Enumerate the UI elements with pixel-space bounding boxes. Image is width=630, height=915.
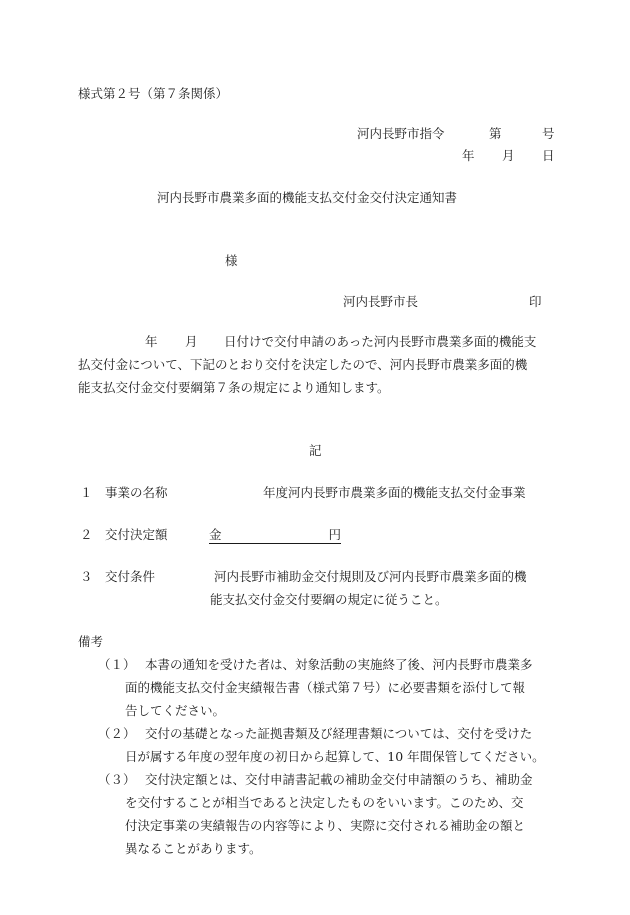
recipient-suffix: 様 (225, 253, 238, 268)
body-line-1: 日付けで交付申請のあった河内長野市農業多面的機能支 (224, 334, 537, 349)
note-3-line-3: 付決定事業の実績報告の内容等により、実際に交付される補助金の額と (125, 818, 526, 833)
amount-prefix: 金 (209, 527, 222, 542)
doc-number-dai: 第 (489, 126, 502, 141)
note-3-line-2: を交付することが相当であると決定したものをいいます。このため、交 (125, 795, 524, 810)
item-2-label: 交付決定額 (105, 527, 168, 542)
item-3-value-line-1: 河内長野市補助金交付規則及び河内長野市農業多面的機 (214, 569, 527, 584)
item-3-number: ３ (80, 569, 93, 584)
body-line-2: 払交付金について、下記のとおり交付を決定したので、河内長野市農業多面的機 (78, 357, 528, 372)
ki-label: 記 (309, 443, 322, 458)
date-month: 月 (502, 148, 515, 163)
note-1-line-1: 本書の通知を受けた者は、対象活動の実施終了後、河内長野市農業多 (145, 657, 533, 672)
note-1-number: （１） (98, 657, 136, 672)
item-1-label: 事業の名称 (105, 485, 168, 500)
item-1-number: １ (80, 485, 93, 500)
note-3-number: （３） (98, 772, 136, 787)
note-3-line-1: 交付決定額とは、交付申請書記載の補助金交付申請額のうち、補助金 (145, 772, 533, 787)
document-title: 河内長野市農業多面的機能支払交付金交付決定通知書 (157, 190, 458, 205)
note-2-line-2: 日が属する年度の翌年度の初日から起算して、10 年間保管してください。 (125, 749, 545, 764)
amount-field (209, 529, 341, 544)
form-number: 様式第２号（第７条関係） (78, 86, 229, 101)
amount-suffix: 円 (328, 527, 341, 542)
body-line-3: 能支払交付金交付要綱第７条の規定により通知します。 (78, 380, 390, 395)
sender-name: 河内長野市長 (343, 294, 419, 309)
note-1-line-3: 告してください。 (125, 703, 226, 718)
note-1-line-2: 面的機能支払交付金実績報告書（様式第７号）に必要書類を添付して報 (125, 680, 526, 695)
item-3-value-line-2: 能支払交付金交付要綱の規定に従うこと。 (210, 592, 448, 607)
seal-mark: 印 (529, 294, 542, 309)
date-year: 年 (462, 148, 475, 163)
body-month: 月 (185, 334, 198, 349)
note-2-number: （２） (98, 726, 136, 741)
note-2-line-1: 交付の基礎となった証拠書類及び経理書類については、交付を受けた (145, 726, 533, 741)
note-3-line-4: 異なることがあります。 (125, 841, 262, 856)
doc-number-go: 号 (542, 126, 555, 141)
notes-heading: 備考 (78, 634, 104, 649)
item-2-number: ２ (80, 527, 93, 542)
date-day: 日 (542, 148, 555, 163)
doc-number-issuer: 河内長野市指令 (357, 126, 445, 141)
item-1-value: 年度河内長野市農業多面的機能支払交付金事業 (263, 485, 526, 500)
body-year: 年 (145, 334, 158, 349)
item-3-label: 交付条件 (105, 569, 156, 584)
